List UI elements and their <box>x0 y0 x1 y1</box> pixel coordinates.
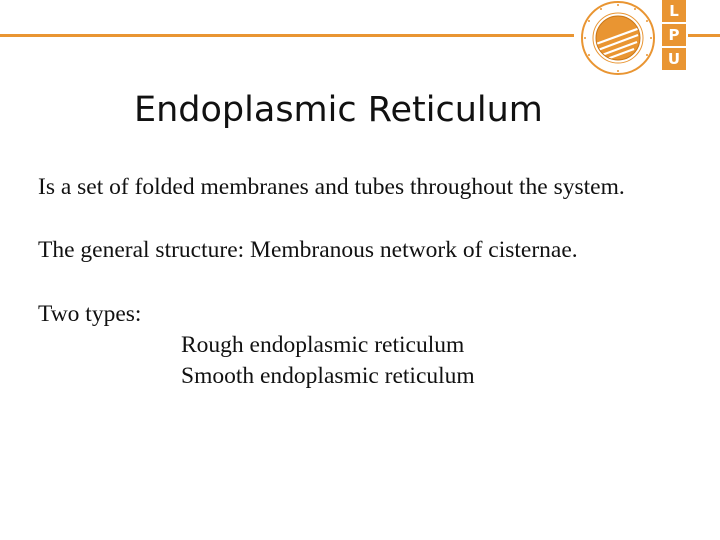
logo-letter-l: L <box>662 0 686 22</box>
university-seal-icon <box>580 0 656 76</box>
type-item-smooth: Smooth endoplasmic reticulum <box>181 363 475 389</box>
logo-letter-p: P <box>662 24 686 46</box>
header-rule <box>0 34 574 37</box>
slide-title: Endoplasmic Reticulum <box>134 90 543 130</box>
logo-letter-u: U <box>662 48 686 70</box>
lpu-logo <box>662 0 686 72</box>
header-rule-right <box>688 34 720 37</box>
definition-text: Is a set of folded membranes and tubes throughout the system. <box>38 174 625 200</box>
type-item-rough: Rough endoplasmic reticulum <box>181 332 465 358</box>
structure-text: The general structure: Membranous network of cisternae. <box>38 237 578 263</box>
types-heading: Two types: <box>38 301 142 327</box>
